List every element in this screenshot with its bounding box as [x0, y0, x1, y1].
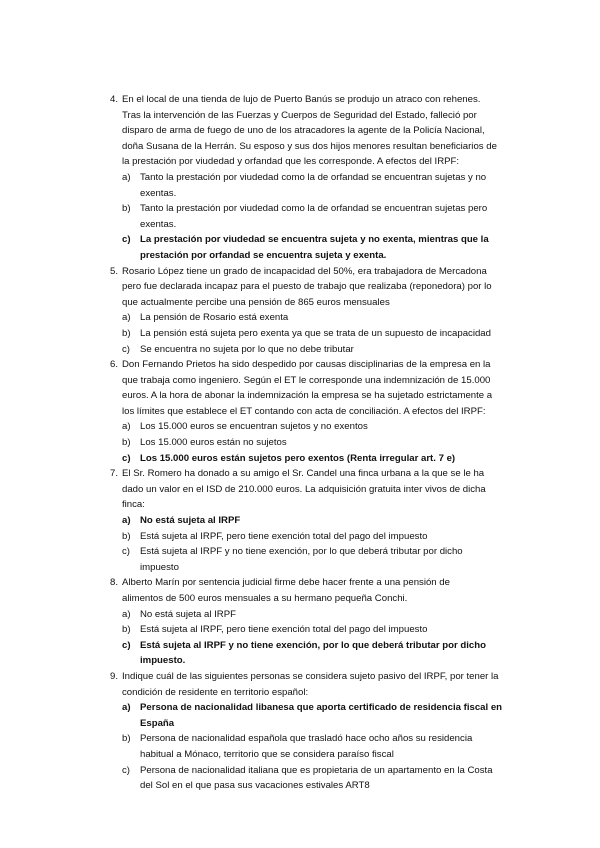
option-text-line: Está sujeta al IRPF y no tiene exención, por lo que deberá tributar por dicho [140, 546, 463, 558]
option-letter: a) [122, 312, 131, 324]
question-4 [100, 92, 520, 264]
option-c-correct [122, 232, 520, 263]
option-text-line: habitual a Mónaco, territorio que se considera paraíso fiscal [140, 748, 394, 760]
question-text-line: que actualmente percibe una pensión de 865 euros mensuales [122, 296, 390, 308]
option-text-line: prestación por orfandad se encuentra sujeta y exenta. [140, 249, 387, 261]
question-8 [100, 575, 520, 669]
option-text-line: No está sujeta al IRPF [140, 608, 236, 620]
option-b [122, 326, 520, 342]
question-text-line: Rosario López tiene un grado de incapacidad del 50%, era trabajadora de Mercadona [122, 265, 487, 277]
question-list [100, 92, 520, 794]
option-text-line: impuesto. [140, 655, 186, 667]
option-letter: a) [122, 702, 131, 714]
option-text-line: Los 15.000 euros están sujetos pero exentos (Renta irregular art. 7 e) [140, 452, 456, 464]
question-number: 6. [109, 359, 118, 371]
option-text-line: Los 15.000 euros se encuentran sujetos y no exentos [140, 421, 368, 433]
question-text-line: alimentos de 500 euros mensuales a su hermano pequeña Conchi. [122, 593, 408, 604]
option-letter: c) [122, 546, 130, 558]
option-a [122, 170, 520, 201]
question-text-line: los límites que establece el ET contando con acta de conciliación. A efectos del IRPF: [122, 405, 486, 417]
option-letter: b) [122, 530, 131, 542]
option-text-line: La pensión está sujeta pero exenta ya que se trata de un supuesto de incapacidad [140, 327, 491, 339]
option-text-line: Persona de nacionalidad española que trasladó hace ocho años su residencia [140, 733, 473, 745]
option-text-line: Se encuentra no sujeta por lo que no debe tributar [140, 343, 354, 355]
question-text-line: En el local de una tienda de lujo de Puerto Banús se produjo un atraco con rehenes. [122, 94, 481, 105]
question-9 [100, 669, 520, 794]
option-text-line: Está sujeta al IRPF, pero tiene exención total del pago del impuesto [140, 530, 428, 542]
question-text-line: Indique cuál de las siguientes personas se considera sujeto pasivo del IRPF, por tener la [122, 670, 499, 682]
option-letter: b) [122, 624, 131, 636]
option-b [122, 731, 520, 762]
option-b [122, 529, 520, 545]
question-text-line: dado un valor en el ISD de 210.000 euros. La adquisición gratuita inter vivos de dicha [122, 483, 486, 495]
option-a [122, 310, 520, 326]
option-text-line: La prestación por viudedad se encuentra sujeta y no exenta, mientras que la [140, 234, 489, 246]
question-number: 7. [109, 468, 118, 480]
question-text-line: pero fue declarada incapaz para el puesto de trabajo que realizaba (reponedora) por lo [122, 281, 492, 293]
question-text-line: condición de residente en territorio español: [122, 686, 309, 698]
option-b [122, 622, 520, 638]
question-7 [100, 466, 520, 575]
question-text-line: Don Fernando Prietos ha sido despedido por causas disciplinarias de la empresa en la [122, 359, 491, 371]
question-text-line: disparo de arma de fuego de uno de los atracadores la agente de la Policía Nacional, [122, 125, 485, 137]
option-b [122, 201, 520, 232]
option-text-line: exentas. [140, 187, 177, 199]
question-number: 4. [109, 94, 118, 105]
option-text-line: España [140, 717, 175, 729]
option-a [122, 419, 520, 435]
option-a-correct [122, 700, 520, 731]
option-a-correct [122, 513, 520, 529]
option-letter: a) [122, 515, 131, 527]
option-b [122, 435, 520, 451]
option-letter: c) [122, 764, 130, 776]
option-letter: b) [122, 203, 131, 215]
question-number: 5. [109, 265, 118, 277]
option-letter: c) [122, 639, 131, 651]
option-text-line: Persona de nacionalidad italiana que es propietaria de un apartamento en la Costa [140, 764, 493, 776]
question-text-line: doña Susana de la Herrán. Su esposo y sus dos hijos menores resultan beneficiarios de [122, 140, 497, 152]
option-text-line: No está sujeta al IRPF [140, 515, 241, 527]
question-text-line: Alberto Marín por sentencia judicial firme debe hacer frente a una pensión de [122, 577, 450, 589]
option-text-line: Persona de nacionalidad libanesa que aporta certificado de residencia fiscal en [140, 702, 503, 714]
option-letter: a) [122, 171, 131, 183]
option-c [122, 763, 520, 794]
option-text-line: Está sujeta al IRPF y no tiene exención, por lo que deberá tributar por dicho [140, 639, 486, 651]
option-c [122, 342, 520, 358]
option-letter: b) [122, 733, 131, 745]
question-text-line: que trabaja como ingeniero. Según el ET le corresponde una indemnización de 15.000 [122, 374, 491, 386]
option-letter: c) [122, 234, 131, 246]
option-text-line: impuesto [140, 561, 179, 573]
option-c-correct [122, 638, 520, 669]
option-text-line: Los 15.000 euros están no sujetos [140, 437, 287, 449]
option-letter: c) [122, 452, 131, 464]
question-text-line: euros. A la hora de abonar la indemnización la empresa se ha sujetado estrictamente a [122, 390, 493, 402]
option-c [122, 544, 520, 575]
option-text-line: del Sol en el que pasa sus vacaciones estivales ART8 [140, 780, 370, 792]
question-6 [100, 357, 520, 466]
option-c-correct [122, 451, 520, 467]
question-number: 9. [109, 670, 118, 682]
question-number: 8. [109, 577, 118, 589]
option-letter: b) [122, 437, 131, 449]
option-letter: b) [122, 327, 131, 339]
option-text-line: exentas. [140, 218, 177, 230]
question-text-line: El Sr. Romero ha donado a su amigo el Sr. Candel una finca urbana a la que se le ha [122, 468, 485, 480]
option-text-line: La pensión de Rosario está exenta [140, 312, 289, 324]
question-text-line: la prestación por viudedad y orfandad que les corresponde. A efectos del IRPF: [122, 156, 460, 168]
option-text-line: Está sujeta al IRPF, pero tiene exención total del pago del impuesto [140, 624, 428, 636]
option-letter: a) [122, 608, 131, 620]
question-5 [100, 264, 520, 358]
option-a [122, 607, 520, 623]
option-letter: c) [122, 343, 130, 355]
option-text-line: Tanto la prestación por viudedad como la de orfandad se encuentran sujetas pero [140, 203, 488, 215]
option-letter: a) [122, 421, 131, 433]
option-text-line: Tanto la prestación por viudedad como la de orfandad se encuentran sujetas y no [140, 171, 487, 183]
question-text-line: Tras la intervención de las Fuerzas y Cuerpos de Seguridad del Estado, falleció por [122, 109, 477, 121]
question-text-line: finca: [122, 499, 145, 511]
